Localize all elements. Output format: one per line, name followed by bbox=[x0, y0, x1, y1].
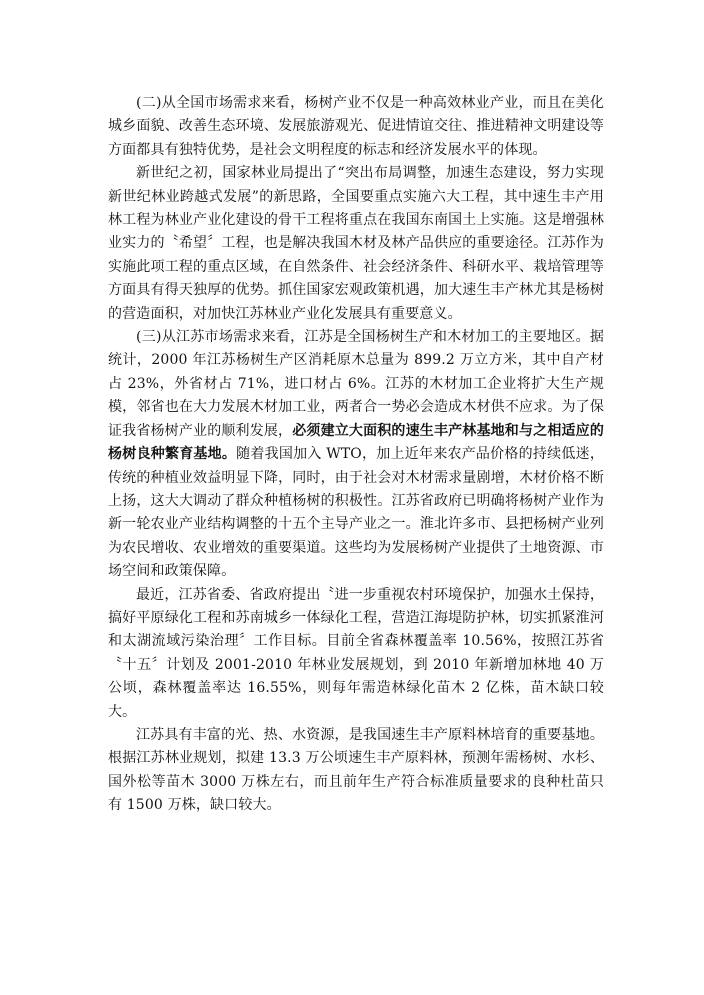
paragraph-text: (二)从全国市场需求来看，杨树产业不仅是一种高效林业产业，而且在美化城乡面貌、改善生态环境、发展旅游观光、促进情谊交往、推进精神文明建设等方面都具有独特优势，是社会文明程度的标志和经济发展水平的体现。 bbox=[108, 95, 604, 158]
paragraph-new-century-policy bbox=[108, 162, 604, 326]
paragraph-national-market bbox=[108, 92, 604, 162]
paragraph-text: (三)从江苏市场需求来看，江苏是全国杨树生产和木材加工的主要地区。据统计，2000 年江苏杨树生产区消耗原木总量为 899.2 万立方米，其中自产材占 23%，外省材占 71%，进口材占 6%。江苏的木材加工企业将扩大生产规模，邻省也在大力发展木材加工业，两者合一势必会造成木材供不应求。为了保证我省杨树产业的顺利发展， bbox=[108, 329, 604, 439]
bold-emphasis-text: 必须建立大面积的速生丰产林基地和与之相适应的杨树良种繁育基地。 bbox=[108, 422, 604, 463]
paragraph-text: 最近，江苏省委、省政府提出〝进一步重视农村环境保护，加强水土保持，搞好平原绿化工程和苏南城乡一体绿化工程，营造江海堤防护林，切实抓紧淮河和太湖流域污染治理〞工作目标。目前全省森林覆盖率 10.56%，按照江苏省〝十五〞计划及 2001-2010 年林业发展规划，到 2010 年新增加林地 40 万公顷，森林覆盖率达 16.55%，则每年需造林绿化苗木 2 亿株，苗木缺口较大。 bbox=[108, 586, 604, 720]
paragraph-text: 随着我国加入 WTO，加上近年来农产品价格的持续低迷，传统的种植业效益明显下降，同时，由于社会对木材需求量剧增，木材价格不断上扬，这大大调动了群众种植杨树的积极性。江苏省政府已明确将杨树产业作为新一轮农业产业结构调整的十五个主导产业之一。淮北许多市、县把杨树产业列为农民增收、农业增效的重要渠道。这些均为发展杨树产业提供了土地资源、市场空间和政策保障。 bbox=[108, 446, 604, 580]
paragraph-jiangsu-market bbox=[108, 326, 604, 583]
paragraph-resources bbox=[108, 724, 604, 818]
paragraph-text: 新世纪之初，国家林业局提出了“突出布局调整，加速生态建设，努力实现新世纪林业跨越式发展”的新思路，全国要重点实施六大工程，其中速生丰产用林工程为林业产业化建设的骨干工程将重点在我国东南国土上实施。这是增强林业实力的〝希望〞工程，也是解决我国木材及林产品供应的重要途径。江苏作为实施此项工程的重点区域，在自然条件、社会经济条件、科研水平、栽培管理等方面具有得天独厚的优势。抓住国家宏观政策机遇，加大速生丰产林尤其是杨树的营造面积，对加快江苏林业产业化发展具有重要意义。 bbox=[108, 165, 604, 322]
document-page bbox=[108, 92, 604, 818]
paragraph-provincial-goals bbox=[108, 584, 604, 724]
paragraph-text: 江苏具有丰富的光、热、水资源，是我国速生丰产原料林培育的重要基地。根据江苏林业规划，拟建 13.3 万公顷速生丰产原料林，预测年需杨树、水杉、国外松等苗木 3000 万株左右，而且前年生产符合标准质量要求的良种杜苗只有 1500 万株，缺口较大。 bbox=[108, 726, 604, 814]
